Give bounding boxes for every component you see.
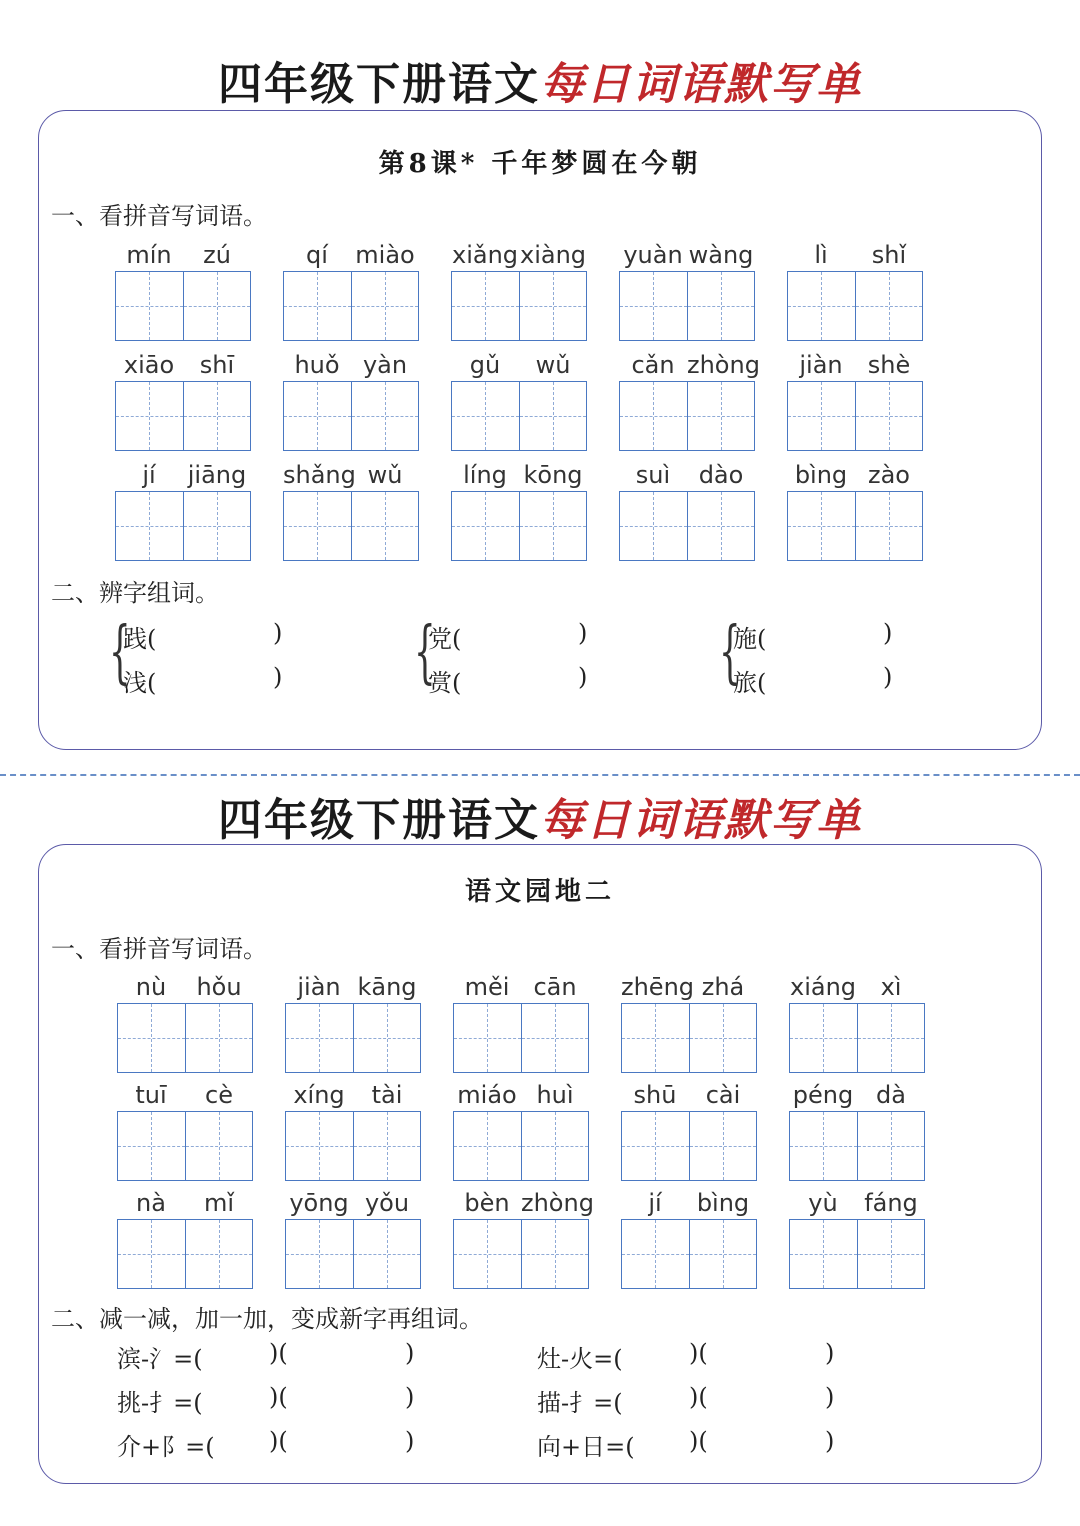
pinyin-syllable: zú: [203, 241, 231, 269]
pinyin-word: [117, 1189, 253, 1291]
pinyin-syllable: xiāo: [123, 351, 175, 379]
writing-boxes: [621, 1111, 757, 1181]
tianzige-cell[interactable]: [286, 1220, 353, 1288]
pinyin-word: [451, 461, 587, 563]
pinyin-syllable: tài: [371, 1081, 403, 1109]
pinyin-syllable: tuī: [135, 1081, 167, 1109]
heading-red-text: 每日词语默写单: [540, 795, 862, 846]
pinyin-word: [787, 241, 923, 343]
tianzige-cell[interactable]: [454, 1004, 521, 1072]
pinyin-syllable: xiáng: [789, 973, 857, 1001]
lesson-title: 第8课* 千年梦圆在今朝: [378, 149, 702, 179]
pinyin-word: [283, 351, 419, 453]
equation-text: 滨-氵=(: [117, 1345, 203, 1373]
pinyin-syllable: huì: [536, 1081, 574, 1109]
brace-symbol: {: [719, 613, 741, 692]
answer-paren-char[interactable]: )(: [269, 1383, 288, 1411]
tianzige-cell[interactable]: [620, 492, 687, 560]
answer-paren-word[interactable]: ): [405, 1339, 415, 1367]
answer-paren-char[interactable]: )(: [269, 1427, 288, 1455]
writing-boxes: [621, 1003, 757, 1073]
tianzige-cell[interactable]: [185, 1220, 253, 1288]
answer-paren-word[interactable]: ): [405, 1427, 415, 1455]
tianzige-cell[interactable]: [521, 1220, 589, 1288]
tianzige-cell[interactable]: [790, 1220, 857, 1288]
writing-boxes: [453, 1111, 589, 1181]
writing-boxes: [117, 1219, 253, 1289]
pinyin-syllable: mǐ: [203, 1189, 235, 1217]
equation-item: [537, 1339, 835, 1374]
writing-boxes: [285, 1111, 421, 1181]
pinyin-word: [619, 241, 755, 343]
answer-paren-close[interactable]: ): [883, 619, 893, 647]
pinyin-word: [619, 351, 760, 453]
tianzige-cell[interactable]: [788, 272, 855, 340]
lesson-title: 语文园地二: [464, 877, 615, 907]
tianzige-cell[interactable]: [116, 382, 183, 450]
equation-text: 挑-扌=(: [117, 1389, 203, 1417]
tianzige-cell[interactable]: [857, 1112, 925, 1180]
tianzige-cell[interactable]: [185, 1112, 253, 1180]
writing-boxes: [621, 1219, 757, 1289]
pinyin-word: [285, 1189, 421, 1291]
tianzige-cell[interactable]: [689, 1112, 757, 1180]
pinyin-syllable: shǎng: [283, 461, 356, 489]
writing-boxes: [117, 1003, 253, 1073]
tianzige-cell[interactable]: [790, 1004, 857, 1072]
tianzige-cell[interactable]: [351, 382, 419, 450]
pinyin-word: [285, 973, 421, 1075]
pinyin-syllable: qí: [306, 241, 328, 269]
tianzige-cell[interactable]: [788, 492, 855, 560]
pinyin-word: [789, 1189, 925, 1291]
section-title-pinyin: 一、看拼音写词语。: [51, 202, 267, 230]
tianzige-cell[interactable]: [620, 272, 687, 340]
pinyin-word: [451, 241, 587, 343]
pinyin-syllable: yàn: [362, 351, 408, 379]
answer-paren-word[interactable]: ): [825, 1427, 835, 1455]
pinyin-syllable: miào: [355, 241, 415, 269]
pinyin-syllable: měi: [464, 973, 510, 1001]
answer-paren-char[interactable]: )(: [269, 1339, 288, 1367]
tianzige-cell[interactable]: [788, 382, 855, 450]
answer-paren-close[interactable]: ): [883, 663, 893, 691]
equation-item: [537, 1427, 835, 1462]
writing-boxes: [283, 271, 419, 341]
worksheet-heading: [0, 48, 1080, 112]
answer-paren-word[interactable]: ): [405, 1383, 415, 1411]
pinyin-word: [621, 1081, 757, 1183]
equation-text: 灶-火=(: [537, 1345, 623, 1373]
pinyin-word: [283, 461, 419, 563]
answer-paren-char[interactable]: )(: [689, 1427, 708, 1455]
char-pair-item: 党(: [428, 625, 462, 653]
tianzige-cell[interactable]: [116, 492, 183, 560]
writing-boxes: [283, 381, 419, 451]
tianzige-cell[interactable]: [689, 1220, 757, 1288]
pinyin-syllable: mín: [126, 241, 172, 269]
pinyin-syllable: xì: [880, 973, 902, 1001]
pinyin-syllable: dào: [698, 461, 744, 489]
tianzige-cell[interactable]: [687, 272, 755, 340]
tianzige-cell[interactable]: [284, 382, 351, 450]
tianzige-cell[interactable]: [622, 1220, 689, 1288]
pinyin-syllable: xiàng: [519, 241, 587, 269]
tianzige-cell[interactable]: [689, 1004, 757, 1072]
tianzige-cell[interactable]: [521, 1004, 589, 1072]
pinyin-syllable: shǐ: [871, 241, 907, 269]
tianzige-cell[interactable]: [353, 1112, 421, 1180]
pinyin-word: [789, 973, 925, 1075]
pinyin-syllable: shè: [867, 351, 911, 379]
pinyin-word: [453, 973, 589, 1075]
pinyin-syllable: nà: [136, 1189, 166, 1217]
pinyin-word: [787, 461, 923, 563]
equation-item: [117, 1383, 415, 1418]
tianzige-cell[interactable]: [519, 492, 587, 560]
tianzige-cell[interactable]: [183, 492, 251, 560]
brace-symbol: {: [414, 613, 436, 692]
answer-paren-close[interactable]: ): [273, 619, 283, 647]
tianzige-cell[interactable]: [620, 382, 687, 450]
tianzige-cell[interactable]: [351, 492, 419, 560]
writing-boxes: [619, 381, 755, 451]
pinyin-syllable: yōng: [289, 1189, 349, 1217]
tianzige-cell[interactable]: [855, 492, 923, 560]
tianzige-cell[interactable]: [452, 382, 519, 450]
tianzige-cell[interactable]: [857, 1004, 925, 1072]
char-pair-item: 施(: [733, 625, 767, 653]
equation-item: [117, 1427, 415, 1462]
pinyin-word: [115, 351, 251, 453]
pinyin-syllable: lì: [814, 241, 828, 269]
pinyin-syllable: jiàn: [799, 351, 843, 379]
pinyin-syllable: zhēng: [621, 973, 695, 1001]
pinyin-syllable: bìng: [696, 1189, 750, 1217]
pinyin-word: [117, 1081, 253, 1183]
writing-boxes: [453, 1003, 589, 1073]
pinyin-syllable: cān: [533, 973, 577, 1001]
answer-paren-close[interactable]: ): [273, 663, 283, 691]
section-title-distinguish: 二、辨字组词。: [51, 579, 219, 607]
pinyin-syllable: bìng: [794, 461, 848, 489]
tianzige-cell[interactable]: [519, 382, 587, 450]
tianzige-cell[interactable]: [857, 1220, 925, 1288]
pinyin-syllable: cǎn: [631, 351, 675, 379]
tianzige-cell[interactable]: [353, 1220, 421, 1288]
pinyin-word: [285, 1081, 421, 1183]
equation-text: 描-扌=(: [537, 1389, 623, 1417]
pinyin-syllable: zhòng: [687, 351, 760, 379]
pinyin-syllable: xiǎng: [451, 241, 519, 269]
pinyin-syllable: fáng: [864, 1189, 918, 1217]
pinyin-syllable: hǒu: [196, 973, 242, 1001]
pinyin-syllable: wǔ: [535, 351, 571, 379]
pinyin-syllable: zhòng: [521, 1189, 594, 1217]
tianzige-cell[interactable]: [855, 272, 923, 340]
writing-boxes: [117, 1111, 253, 1181]
writing-boxes: [453, 1219, 589, 1289]
cut-line-divider: [0, 774, 1080, 776]
brace-symbol: {: [109, 613, 131, 692]
writing-boxes: [115, 271, 251, 341]
tianzige-cell[interactable]: [855, 382, 923, 450]
equation-text: 介+阝=(: [117, 1433, 215, 1461]
writing-boxes: [285, 1003, 421, 1073]
tianzige-cell[interactable]: [183, 272, 251, 340]
heading-black-text: 四年级下册语文: [218, 795, 540, 846]
tianzige-cell[interactable]: [519, 272, 587, 340]
tianzige-cell[interactable]: [790, 1112, 857, 1180]
pinyin-syllable: dà: [876, 1081, 906, 1109]
pinyin-syllable: cài: [705, 1081, 741, 1109]
pinyin-syllable: wǔ: [367, 461, 403, 489]
pinyin-syllable: xíng: [293, 1081, 345, 1109]
pinyin-syllable: nù: [135, 973, 167, 1001]
pinyin-syllable: suì: [635, 461, 671, 489]
tianzige-cell[interactable]: [183, 382, 251, 450]
tianzige-cell[interactable]: [118, 1220, 185, 1288]
pinyin-syllable: zào: [868, 461, 910, 489]
tianzige-cell[interactable]: [118, 1004, 185, 1072]
writing-boxes: [787, 271, 923, 341]
worksheet-heading: [0, 784, 1080, 848]
pinyin-word: [115, 461, 251, 563]
tianzige-cell[interactable]: [286, 1112, 353, 1180]
writing-boxes: [787, 491, 923, 561]
pinyin-word: [789, 1081, 925, 1183]
pinyin-word: [621, 973, 757, 1075]
answer-paren-word[interactable]: ): [825, 1339, 835, 1367]
writing-boxes: [787, 381, 923, 451]
char-pair-item: 浅(: [123, 669, 157, 697]
heading-black-text: 四年级下册语文: [218, 59, 540, 110]
writing-boxes: [283, 491, 419, 561]
pinyin-word: [117, 973, 253, 1075]
pinyin-syllable: yuàn: [623, 241, 683, 269]
tianzige-cell[interactable]: [452, 272, 519, 340]
tianzige-cell[interactable]: [687, 382, 755, 450]
answer-paren-close[interactable]: ): [578, 619, 588, 647]
tianzige-cell[interactable]: [622, 1004, 689, 1072]
equation-text: 向+日=(: [537, 1433, 635, 1461]
pinyin-word: [453, 1189, 594, 1291]
tianzige-cell[interactable]: [521, 1112, 589, 1180]
section-title-add-subtract: 二、减一减，加一加，变成新字再组词。: [51, 1305, 483, 1333]
pinyin-syllable: shū: [633, 1081, 677, 1109]
tianzige-cell[interactable]: [118, 1112, 185, 1180]
writing-boxes: [115, 491, 251, 561]
tianzige-cell[interactable]: [284, 492, 351, 560]
char-pair-item: 践(: [123, 625, 157, 653]
answer-paren-char[interactable]: )(: [689, 1339, 708, 1367]
pinyin-syllable: bèn: [464, 1189, 510, 1217]
tianzige-cell[interactable]: [454, 1220, 521, 1288]
pinyin-word: [451, 351, 587, 453]
pinyin-syllable: jiāng: [187, 461, 247, 489]
pinyin-word: [115, 241, 251, 343]
equation-item: [117, 1339, 415, 1374]
pinyin-syllable: zhá: [701, 973, 745, 1001]
tianzige-cell[interactable]: [284, 272, 351, 340]
pinyin-syllable: huǒ: [294, 351, 340, 379]
answer-paren-close[interactable]: ): [578, 663, 588, 691]
writing-boxes: [451, 381, 587, 451]
pinyin-syllable: kāng: [357, 973, 417, 1001]
pinyin-syllable: cè: [205, 1081, 233, 1109]
pinyin-syllable: jí: [142, 461, 156, 489]
pinyin-word: [787, 351, 923, 453]
pinyin-word: [621, 1189, 757, 1291]
pinyin-syllable: gǔ: [469, 351, 501, 379]
pinyin-word: [283, 241, 419, 343]
tianzige-cell[interactable]: [622, 1112, 689, 1180]
char-pair-item: 旅(: [733, 669, 767, 697]
writing-boxes: [451, 271, 587, 341]
worksheet-card: [38, 844, 1042, 1484]
equation-item: [537, 1383, 835, 1418]
char-pair-item: 赏(: [428, 669, 462, 697]
pinyin-syllable: yǒu: [364, 1189, 410, 1217]
pinyin-word: [453, 1081, 589, 1183]
writing-boxes: [115, 381, 251, 451]
tianzige-cell[interactable]: [116, 272, 183, 340]
tianzige-cell[interactable]: [185, 1004, 253, 1072]
writing-boxes: [789, 1111, 925, 1181]
writing-boxes: [619, 271, 755, 341]
pinyin-syllable: kōng: [523, 461, 583, 489]
tianzige-cell[interactable]: [351, 272, 419, 340]
tianzige-cell[interactable]: [286, 1004, 353, 1072]
writing-boxes: [789, 1003, 925, 1073]
pinyin-syllable: shī: [199, 351, 235, 379]
pinyin-syllable: péng: [792, 1081, 854, 1109]
writing-boxes: [285, 1219, 421, 1289]
pinyin-syllable: líng: [463, 461, 507, 489]
answer-paren-char[interactable]: )(: [689, 1383, 708, 1411]
pinyin-syllable: jí: [648, 1189, 662, 1217]
writing-boxes: [619, 491, 755, 561]
answer-paren-word[interactable]: ): [825, 1383, 835, 1411]
worksheet-card: [38, 110, 1042, 750]
pinyin-word: [619, 461, 755, 563]
tianzige-cell[interactable]: [452, 492, 519, 560]
writing-boxes: [451, 491, 587, 561]
heading-red-text: 每日词语默写单: [540, 59, 862, 110]
pinyin-syllable: jiàn: [297, 973, 341, 1001]
pinyin-syllable: miáo: [457, 1081, 517, 1109]
tianzige-cell[interactable]: [454, 1112, 521, 1180]
tianzige-cell[interactable]: [353, 1004, 421, 1072]
pinyin-syllable: wàng: [688, 241, 754, 269]
tianzige-cell[interactable]: [687, 492, 755, 560]
section-title-pinyin: 一、看拼音写词语。: [51, 935, 267, 963]
writing-boxes: [789, 1219, 925, 1289]
pinyin-syllable: yù: [808, 1189, 838, 1217]
